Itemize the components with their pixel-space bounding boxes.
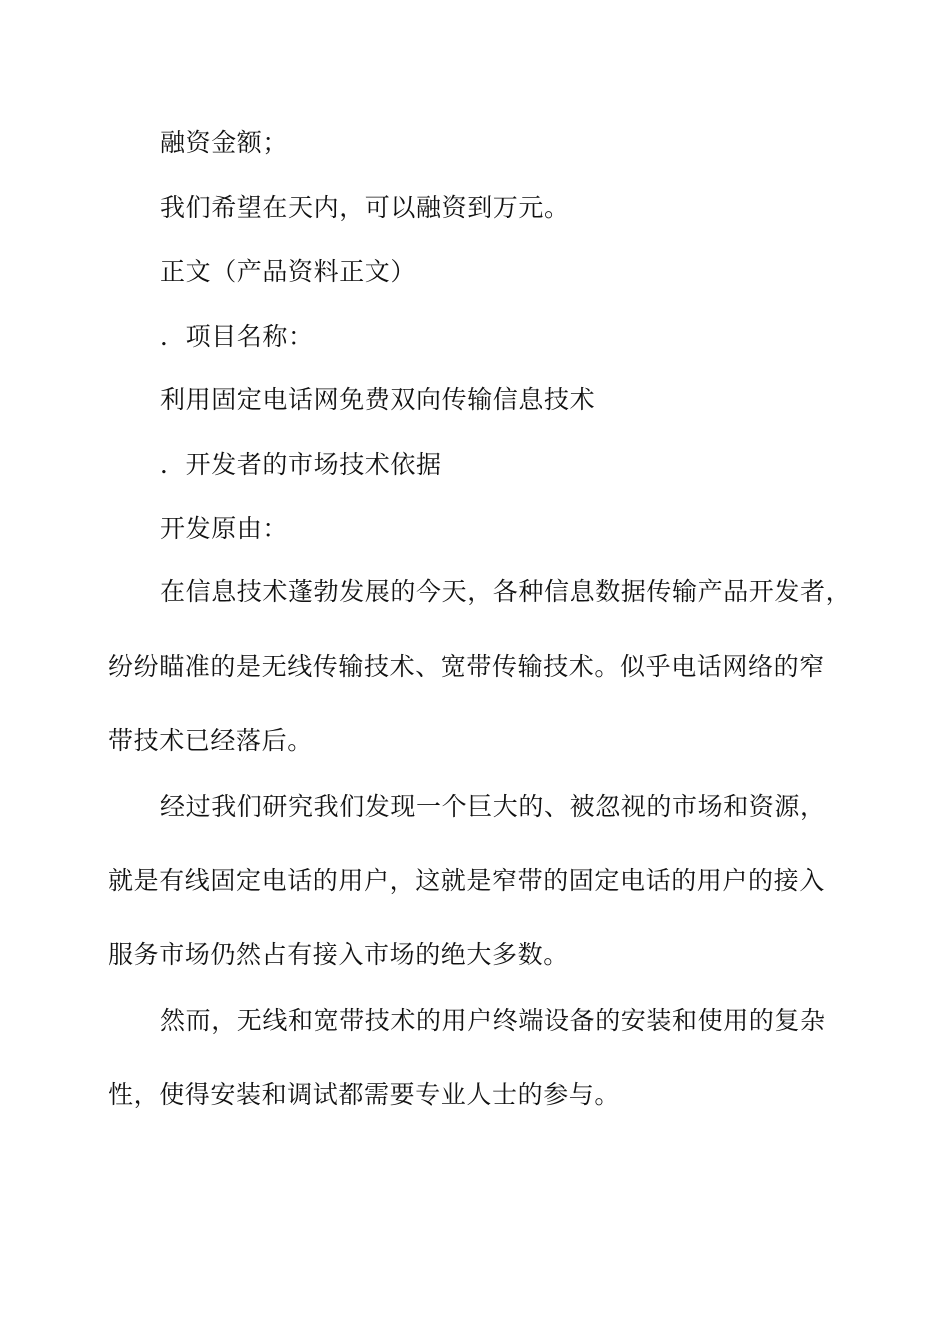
- paragraph-1-line-3: 带技术已经落后。: [108, 726, 313, 755]
- text-line-body-heading: 正文（产品资料正文）: [160, 257, 417, 286]
- paragraph-3-line-2: 性，使得安装和调试都需要专业人士的参与。: [108, 1080, 621, 1109]
- text-line-market-basis-heading: ．开发者的市场技术依据: [160, 450, 442, 479]
- text-line-project-name-label: ．项目名称：: [160, 322, 314, 351]
- paragraph-3-line-1: 然而，无线和宽带技术的用户终端设备的安装和使用的复杂: [160, 1006, 826, 1035]
- text-line-financing-amount: 融资金额；: [160, 128, 289, 157]
- text-line-development-reason-label: 开发原由：: [160, 514, 289, 543]
- paragraph-1-line-1: 在信息技术蓬勃发展的今天，各种信息数据传输产品开发者，: [160, 577, 852, 606]
- paragraph-2-line-1: 经过我们研究我们发现一个巨大的、被忽视的市场和资源，: [160, 792, 826, 821]
- paragraph-1-line-2: 纷纷瞄准的是无线传输技术、宽带传输技术。似乎电话网络的窄: [108, 652, 825, 681]
- paragraph-2-line-2: 就是有线固定电话的用户，这就是窄带的固定电话的用户的接入: [108, 866, 825, 895]
- text-line-project-name: 利用固定电话网免费双向传输信息技术: [160, 385, 596, 414]
- paragraph-2-line-3: 服务市场仍然占有接入市场的绝大多数。: [108, 940, 569, 969]
- text-line-financing-goal: 我们希望在天内，可以融资到万元。: [160, 193, 570, 222]
